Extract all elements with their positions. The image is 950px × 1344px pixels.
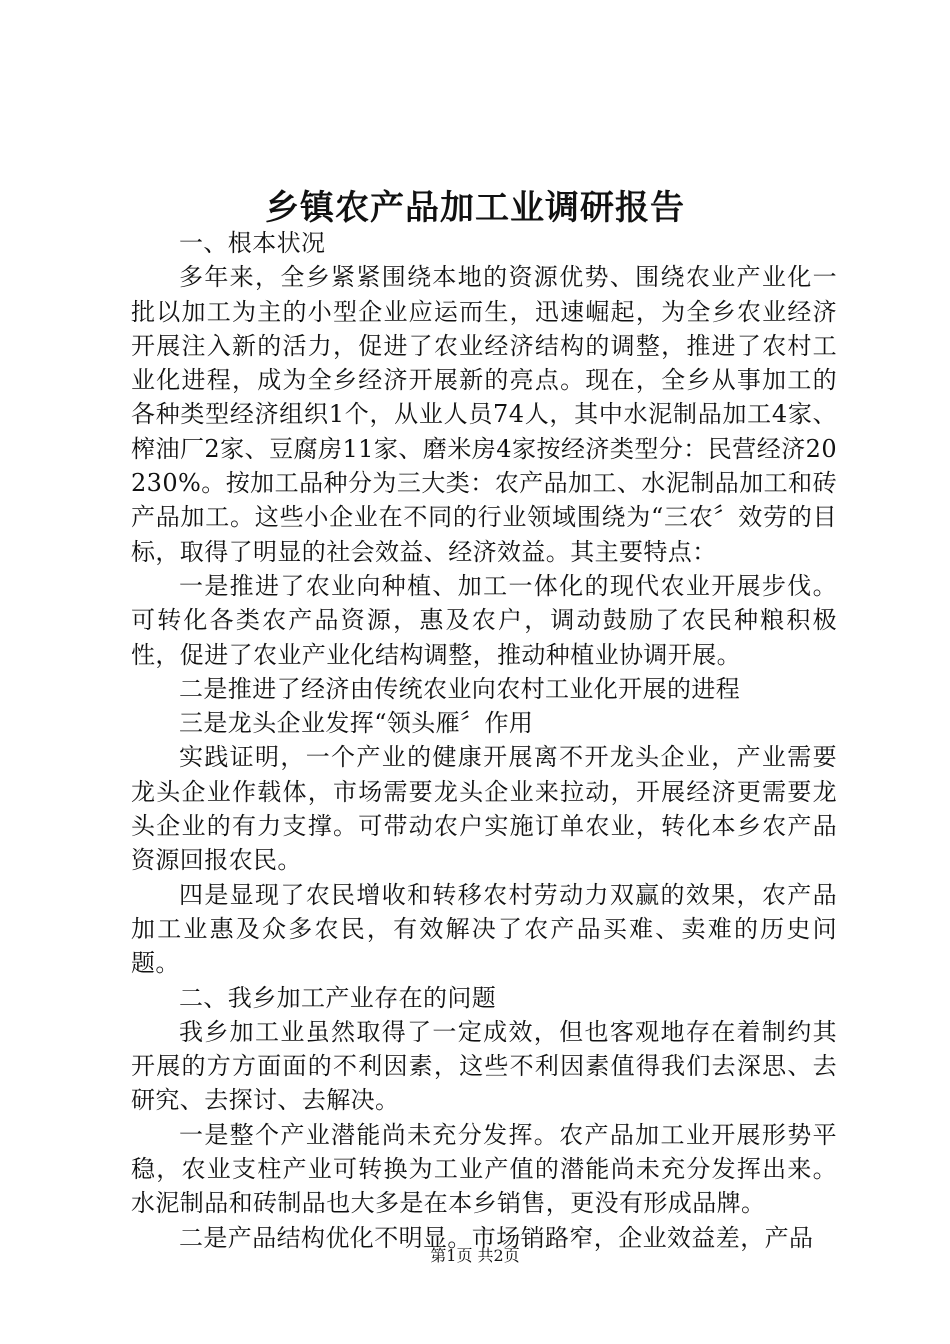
paragraph: 二是推进了经济由传统农业向农村工业化开展的进程 bbox=[179, 674, 741, 703]
document-body bbox=[131, 226, 837, 1255]
document-title: 乡镇农产品加工业调研报告 bbox=[265, 188, 685, 228]
paragraph: 三是龙头企业发挥“领头雁〞作用 bbox=[179, 709, 534, 738]
paragraph: 实践证明，一个产业的健康开展离不开龙头企业，产业需要龙头企业作载体，市场需要龙头企业来拉动，开展经济更需要龙头企业的有力支撑。可带动农户实施订单农业，转化本乡农产品资源回报农民。 bbox=[131, 743, 837, 875]
paragraph: 一是整个产业潜能尚未充分发挥。农产品加工业开展形势平稳，农业支柱产业可转换为工业产值的潜能尚未充分发挥出来。水泥制品和砖制品也大多是在本乡销售，更没有形成品牌。 bbox=[131, 1120, 837, 1218]
page-number-footer: 第1页 共2页 bbox=[430, 1246, 520, 1265]
paragraph: 我乡加工业虽然取得了一定成效，但也客观地存在着制约其开展的方方面面的不利因素，这些不利因素值得我们去深思、去研究、去探讨、去解决。 bbox=[131, 1017, 837, 1115]
paragraph: 四是显现了农民增收和转移农村劳动力双赢的效果，农产品加工业惠及众多农民，有效解决了农产品买难、卖难的历史问题。 bbox=[131, 880, 837, 978]
paragraph: 一是推进了农业向种植、加工一体化的现代农业开展步伐。可转化各类农产品资源，惠及农户，调动鼓励了农民种粮积极性，促进了农业产业化结构调整，推动种植业协调开展。 bbox=[131, 571, 837, 669]
paragraph: 多年来，全乡紧紧围绕本地的资源优势、围绕农业产业化一批以加工为主的小型企业应运而生，迅速崛起，为全乡农业经济开展注入新的活力，促进了农业经济结构的调整，推进了农村工业化进程，成为全乡经济开展新的亮点。现在，全乡从事加工的各种类型经济组织1个，从业人员74人，其中水泥制品加工4家、榨油厂2家、豆腐房11家、磨米房4家按经济类型分：民营经济20230%。按加工品种分为三大类：农产品加工、水泥制品加工和砖产品加工。这些小企业在不同的行业领域围绕为“三农〞效劳的目标，取得了明显的社会效益、经济效益。其主要特点： bbox=[131, 263, 837, 566]
section-heading: 二、我乡加工产业存在的问题 bbox=[179, 983, 497, 1012]
section-heading: 一、根本状况 bbox=[179, 229, 326, 257]
paragraph: 二是产品结构优化不明显。市场销路窄，企业效益差，产品 bbox=[179, 1223, 814, 1252]
